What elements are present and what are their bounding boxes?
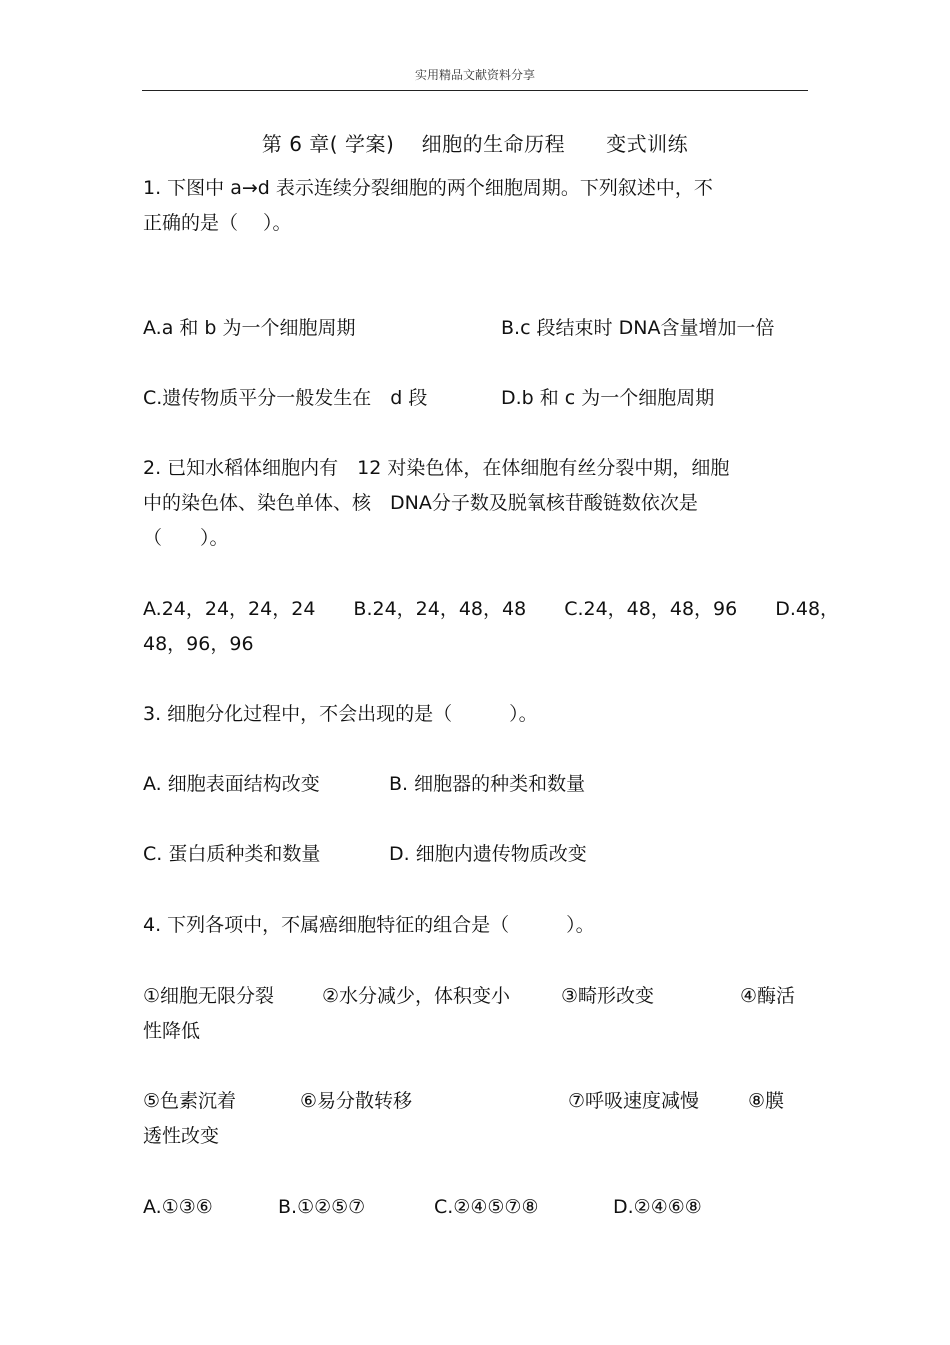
question-4-item-2: ②水分减少，体积变小 <box>322 985 511 1007</box>
question-1-stem-line-2: 正确的是（ ）。 <box>143 212 292 234</box>
question-4-item-4-continued: 性降低 <box>143 1020 201 1042</box>
question-2 <box>143 451 813 556</box>
header-rule <box>142 90 808 91</box>
question-1-option-d: D.b 和 c 为一个细胞周期 <box>501 387 715 409</box>
question-2-stem-line-2: 中的染色体、染色单体、核 DNA分子数及脱氧核苷酸链数依次是 <box>143 492 698 514</box>
question-4-option-a: A.①③⑥ <box>143 1196 213 1218</box>
question-4-item-5: ⑤色素沉着 <box>143 1090 237 1112</box>
question-4-item-8: ⑧膜 <box>748 1090 785 1112</box>
question-3-stem: 3. 细胞分化过程中，不会出现的是（ ）。 <box>143 703 538 725</box>
question-1-option-a: A.a 和 b 为一个细胞周期 <box>143 317 356 339</box>
question-4-item-6: ⑥易分散转移 <box>300 1090 413 1112</box>
question-3-option-b: B. 细胞器的种类和数量 <box>389 773 586 795</box>
question-4-stem: 4. 下列各项中，不属癌细胞特征的组合是（ ）。 <box>143 914 595 936</box>
question-2-stem-line-1: 2. 已知水稻体细胞内有 12 对染色体，在体细胞有丝分裂中期，细胞 <box>143 457 730 479</box>
question-4-option-b: B.①②⑤⑦ <box>278 1196 366 1218</box>
question-4-option-c: C.②④⑤⑦⑧ <box>434 1196 539 1218</box>
question-4-item-1: ①细胞无限分裂 <box>143 985 275 1007</box>
question-4-item-8-continued: 透性改变 <box>143 1125 220 1147</box>
question-2-options-line-1: A.24，24，24，24 B.24，24，48，48 C.24，48，48，96 D.48， <box>143 598 840 620</box>
question-2-stem-line-3: （ ）。 <box>143 527 229 549</box>
question-4-item-4: ④酶活 <box>740 985 796 1007</box>
question-3-option-d: D. 细胞内遗传物质改变 <box>389 843 587 865</box>
question-3-option-c: C. 蛋白质种类和数量 <box>143 843 321 865</box>
question-2-options <box>143 592 840 662</box>
document-title: 第 6 章( 学案) 细胞的生命历程 变式训练 <box>261 132 689 156</box>
question-3-option-a: A. 细胞表面结构改变 <box>143 773 320 795</box>
page-header: 实用精品文献资料分享 <box>414 68 535 82</box>
question-4-item-3: ③畸形改变 <box>561 985 655 1007</box>
question-4-item-7: ⑦呼吸速度减慢 <box>568 1090 700 1112</box>
question-1-option-c: C.遗传物质平分一般发生在 d 段 <box>143 387 428 409</box>
question-4-option-d: D.②④⑥⑧ <box>613 1196 702 1218</box>
question-2-options-line-2: 48，96，96 <box>143 633 254 655</box>
question-1 <box>143 171 813 241</box>
question-1-option-b: B.c 段结束时 DNA含量增加一倍 <box>501 317 775 339</box>
question-1-stem-line-1: 1. 下图中 a→d 表示连续分裂细胞的两个细胞周期。下列叙述中，不 <box>143 177 713 199</box>
